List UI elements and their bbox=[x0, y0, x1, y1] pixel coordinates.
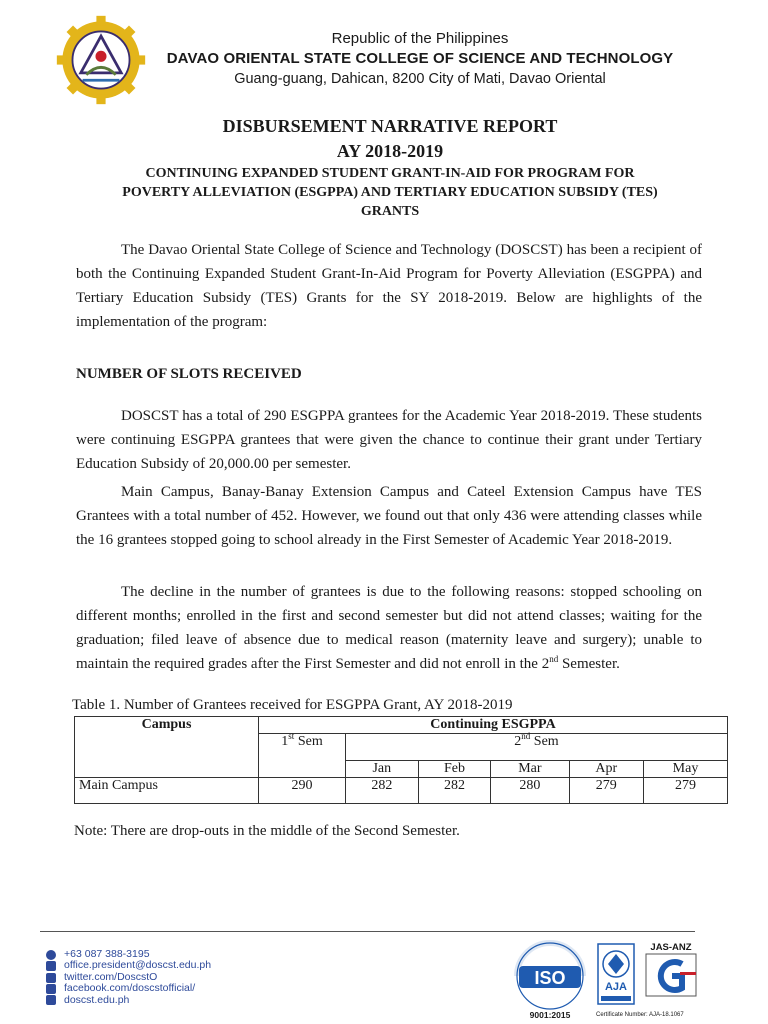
contact-web bbox=[46, 995, 211, 1006]
second-sem-header bbox=[346, 731, 728, 761]
facebook-icon bbox=[46, 984, 56, 994]
jasanz-logo-text: JAS-ANZ bbox=[650, 942, 692, 953]
footer-divider bbox=[40, 931, 695, 932]
facebook-text: facebook.com/doscstofficial/ bbox=[64, 982, 196, 995]
continuing-esgppa-header: Continuing ESGPPA bbox=[259, 717, 728, 734]
email-icon bbox=[46, 961, 56, 971]
month-cell: 280 bbox=[491, 778, 569, 804]
subtitle-line-3: GRANTS bbox=[360, 204, 420, 219]
certificate-number: Certificate Number: AJA-18.1067 bbox=[596, 1012, 684, 1018]
subtitle-line-2: POVERTY ALLEVIATION (ESGPPA) AND TERTIARY EDUCATION SUBSIDY (TES) bbox=[122, 185, 658, 200]
contact-facebook bbox=[46, 983, 211, 994]
campus-cell: Main Campus bbox=[75, 778, 259, 804]
report-subtitle bbox=[60, 164, 720, 221]
aja-certification-badge bbox=[596, 942, 636, 1012]
first-sem-num: 1 bbox=[281, 734, 289, 749]
month-header: Jan bbox=[346, 761, 419, 778]
letterhead-address: Guang-guang, Dahican, 8200 City of Mati, Davao Oriental bbox=[234, 71, 606, 87]
first-sem-label: Sem bbox=[294, 734, 323, 749]
decline-text: The decline in the number of grantees is due to the following reasons: stopped schooling on different months; enrolled in the first and second semester but did not attend classes; waiting for the graduation; filed leave of absence due to medical reason (maternity leave and surgery); unable to maintain the required grades after the First Semester and did not enroll in the 2 bbox=[76, 584, 702, 672]
month-header: Mar bbox=[491, 761, 569, 778]
slots-text: DOSCST has a total of 290 ESGPPA grantees for the Academic Year 2018-2019. These students were continuing ESGPPA grantees that were given the chance to continue their grant under Tertiary Education Subsidy of 20,000.00 per semester. bbox=[76, 408, 702, 472]
twitter-icon bbox=[46, 973, 56, 983]
report-academic-year: AY 2018-2019 bbox=[336, 141, 444, 161]
month-header: Apr bbox=[569, 761, 644, 778]
subtitle-line-1: CONTINUING EXPANDED STUDENT GRANT-IN-AID FOR PROGRAM FOR bbox=[145, 166, 635, 181]
slots-paragraph bbox=[76, 404, 702, 476]
first-sem-ordinal: st bbox=[288, 731, 295, 741]
iso-certification-badge bbox=[505, 940, 595, 1020]
twitter-text: twitter.com/DoscstO bbox=[64, 970, 158, 983]
letterhead-republic: Republic of the Philippines bbox=[331, 30, 509, 47]
web-text: doscst.edu.ph bbox=[64, 993, 130, 1006]
decline-ordinal: nd bbox=[549, 654, 559, 664]
month-cell: 279 bbox=[569, 778, 644, 804]
table-row bbox=[75, 778, 728, 804]
table-header-row-1 bbox=[75, 717, 728, 734]
section-heading-slots: NUMBER OF SLOTS RECEIVED bbox=[76, 366, 302, 382]
report-title: DISBURSEMENT NARRATIVE REPORT bbox=[222, 116, 558, 136]
second-sem-num: 2 bbox=[514, 734, 522, 749]
aja-logo-text: AJA bbox=[604, 981, 628, 993]
phone-text: +63 087 388-3195 bbox=[64, 948, 150, 960]
table-note: Note: There are drop-outs in the middle of the Second Semester. bbox=[74, 823, 460, 839]
jasanz-accreditation-badge bbox=[640, 940, 702, 1012]
second-sem-label: Sem bbox=[530, 734, 559, 749]
grantees-table bbox=[74, 716, 728, 804]
month-cell: 282 bbox=[418, 778, 491, 804]
phone-icon bbox=[46, 950, 56, 960]
email-text: office.president@doscst.edu.ph bbox=[64, 959, 212, 972]
college-seal-logo bbox=[55, 14, 147, 106]
globe-icon bbox=[46, 995, 56, 1005]
month-cell: 282 bbox=[346, 778, 419, 804]
campus-header: Campus bbox=[75, 717, 259, 778]
campus-text: Main Campus, Banay-Banay Extension Campus and Cateel Extension Campus have TES Grantees with a total number of 452. However, we found out that only 436 were attending classes while the 16 grantees stopped going to school already in the First Semester of Academic Year 2018-2019. bbox=[76, 484, 702, 548]
iso-standard-number: 9001:2015 bbox=[529, 1010, 571, 1020]
first-sem-header bbox=[259, 731, 346, 778]
footer-contacts bbox=[46, 949, 211, 1006]
first-sem-cell: 290 bbox=[259, 778, 346, 804]
month-header: May bbox=[644, 761, 728, 778]
month-cell: 279 bbox=[644, 778, 728, 804]
decline-tail: Semester. bbox=[558, 656, 620, 672]
intro-text: The Davao Oriental State College of Science and Technology (DOSCST) has been a recipient of both the Continuing Expanded Student Grant-In-Aid Program for Poverty Alleviation (ESGPPA) and Tertiary Education Subsidy (TES) Grants for the SY 2018-2019. Below are highlights of the implementation of the program: bbox=[76, 242, 702, 330]
iso-logo-text: ISO bbox=[534, 968, 566, 988]
month-header: Feb bbox=[418, 761, 491, 778]
letterhead-college-name: DAVAO ORIENTAL STATE COLLEGE OF SCIENCE AND TECHNOLOGY bbox=[166, 50, 674, 67]
decline-paragraph bbox=[76, 580, 702, 676]
intro-paragraph bbox=[76, 238, 702, 334]
second-sem-ordinal: nd bbox=[521, 731, 531, 741]
campus-paragraph bbox=[76, 480, 702, 552]
table-caption: Table 1. Number of Grantees received for ESGPPA Grant, AY 2018-2019 bbox=[72, 697, 513, 713]
